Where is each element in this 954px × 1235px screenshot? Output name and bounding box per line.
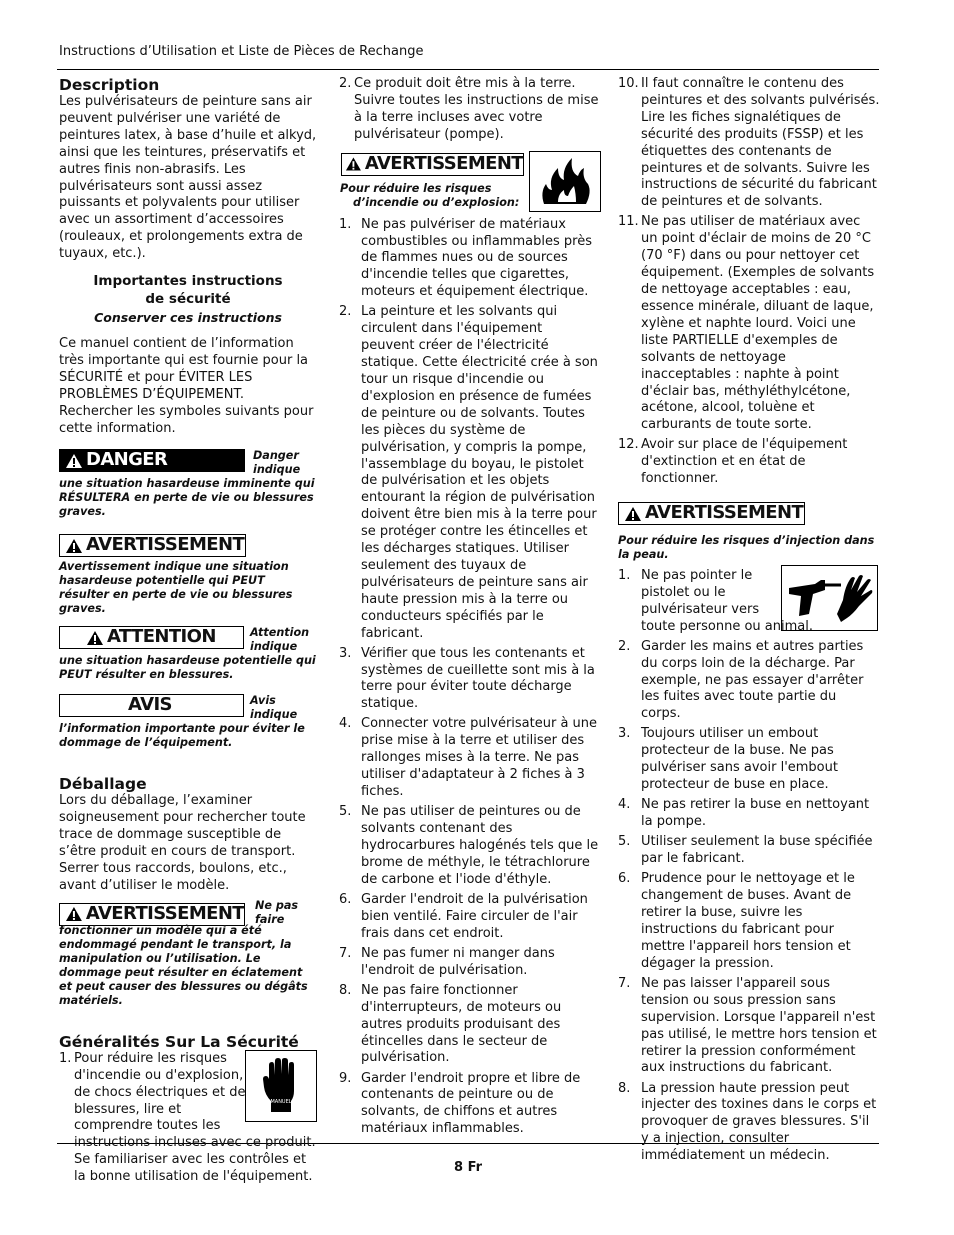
attention-text: une situation hasardeuse potentielle qui PEUT résulter en blessures. [59,654,316,682]
page-number: 8 Fr [454,1160,483,1175]
list-item: 11. Ne pas utiliser de matériaux avec un point d'éclair de moins de 20 °C (70 °F) dans ou pour nettoyer cet équipement. (Exemples de solvants de nettoyage acceptables : eau, essence minérale, diluant de laque, xylène et naphte lourd. Voici une liste PARTIELLE d'exemples de solvants de nettoyage inacceptables : naphte à point d'éclair bas, méthyléthylcétone, acétone, alcool, toluène et carburants de toute sorte. [618,214,875,433]
page-header: Instructions d’Utilisation et Liste de Pièces de Rechange [59,44,424,59]
list-item: 3. Toujours utiliser un embout protecteur de la buse. Ne pas pulvériser sans avoir l'embout protecteur de buse en place. [618,726,838,793]
manual-glove-icon-box [245,1050,317,1122]
list-item: 6. Prudence pour le nettoyage et le changement de buses. Avant de retirer la buse, suivre les instructions du fabricant pour mettre l'appareil hors tension et dégager la pression. [618,871,855,971]
list-item: 1. Ne pas pulvériser de matériaux combustibles ou inflammables près de flammes nues ou de sources d'incendie telles que cigarettes, moteurs et équipement électrique. [339,216,592,300]
list-item: 2. Garder les mains et autres parties du corps loin de la décharge. Par exemple, ne pas essayer d'arrêter les fuites avec toute partie du corps. [618,638,864,722]
spray-gun-hand-icon [785,570,875,626]
fire-icon-box [529,151,601,212]
warning-triangle-icon [65,538,83,554]
attention-block: ATTENTION Attention indique [59,626,317,654]
manual-label: MANUEL [270,1098,292,1105]
list-item: 2. La peinture et les solvants qui circulent dans l'équipement peuvent créer de l'électricité statique. Cette électricité crée à son tour un risque d'incendie ou d'explosion en présence de fumées de peinture ou de solvants. Toutes les pièces du système de pulvérisation, y compris la pompe, l'assemblage du boyau, le pistolet de pulvérisation et les objets entourant la région de pulvérisation doivent être bien mis à la terre pour se protéger contre les étincelles et les décharges statiques. Utiliser seulement des tuyaux de pulvérisateurs de peinture sans air haute pression mis à la terre ou conducteurs spécifiés par le fabricant. [339,304,598,641]
warning-triangle-icon [624,506,642,522]
danger-text: une situation hasardeuse imminente qui RÉSULTERA en perte de vie ou blessures graves. [59,477,315,519]
description-text: Les pulvérisateurs de peinture sans air peuvent pulvériser une variété de peintures latex, à base d’huile et alkyd, ainsi que les teintures, préservatifs et autres finis non-abrasifs. Les pulvérisateurs sont aussi assez puissants et polyvalents pour utiliser avec un assortiment d’accessoires (rouleaux, et prolongements extra de tuyaux, etc.). [59,94,317,262]
glove-icon [261,1057,301,1115]
warning-signal-2: AVERTISSEMENT [59,903,245,926]
list-item: 7. Ne pas laisser l'appareil sous tension ou sous pression sans supervision. Lorsque l'appareil n'est pas utilisé, le mettre hors tension et retirer la pression conformément aux instructions du fabricant. [618,975,877,1076]
column-1 [59,76,317,1186]
list-item: 12. Avoir sur place de l'équipement d'extinction et en état de fonctionner. [618,437,848,487]
danger-block: DANGER Danger indique [59,449,317,477]
warning-text-2: fonctionner un modèle qui a été endommagé pendant le transport, la manipulation ou l’utilisation. Le dommage peut résulter en éclatement et peut causer des blessures ou dégâts matériels. [59,923,308,1007]
manual-text: Ce manuel contient de l’information très importante qui est fournie pour la SÉCURITÉ et pour ÉVITER LES PROBLÈMES D’ÉQUIPEMENT. Rechercher les symboles suivants pour cette information. [59,335,314,436]
list-item: 3. Vérifier que tous les contenants et systèmes de cueillette sont mis à la terre pour éviter toute décharge statique. [339,645,595,712]
warning-triangle-icon [65,906,83,922]
general-list-cont [618,76,880,488]
avis-signal: AVIS [59,694,244,717]
injection-item-1: 1. Ne pas pointer le pistolet ou le pulvérisateur vers toute personne ou animal. [618,568,880,636]
list-item: 5. Ne pas utiliser de peintures ou de solvants contenant des hydrocarbures halogénés tels que le brome de méthyle, le tétrachlorure de carbone et l'iode d'éthyle. [339,804,599,887]
column-2 [339,76,599,1141]
fire-icon [536,156,594,206]
list-item: 6. Garder l'endroit de la pulvérisation bien ventilé. Faire circuler de l'air frais dans cet endroit. [339,891,588,941]
avis-block: AVIS Avis indique [59,694,317,722]
warning-triangle-icon [86,630,104,646]
general-item-1: MANUEL 1. Pour réduire les risques d'incendie ou d'explosion, de chocs électriques et de blessures, lire et comprendre toutes les instructions incluses avec ce produit. Se familiariser avec les contrôles et la bonne utilisation de l'équipement. [59,1050,316,1185]
list-item: 5. Utiliser seulement la buse spécifiée par le fabricant. [618,834,873,867]
fire-warning-block [339,152,599,212]
keep-instructions: Conserver ces instructions [94,310,282,326]
unpack-title: Déballage [59,775,147,794]
warning-block-2: AVERTISSEMENT Ne pas faire [59,903,317,927]
injection-warning-signal: AVERTISSEMENT [618,502,805,525]
list-item: 9. Garder l'endroit propre et libre de contenants de peinture ou de solvants, de chiffons et autres matériaux inflammables. [339,1070,581,1137]
list-item: 7. Ne pas fumer ni manger dans l'endroit de pulvérisation. [339,945,555,978]
attention-signal: ATTENTION [59,626,244,649]
fire-warning-signal: AVERTISSEMENT [341,153,524,176]
fire-caption: Pour réduire les risques d’incendie ou d’explosion: [340,181,520,209]
list-item: 10. Il faut connaître le contenu des peintures et des solvants pulvérisés. Lire les fiches signalétiques de sécurité des produits (FSSP) et les étiquettes des contenants de peintures et de solvants. Suivre les instructions de sécurité du fabricant de peintures et de solvants. [618,76,880,210]
safety-title: Importantes instructions de sécurité [93,273,283,308]
unpack-text: Lors du déballage, l’examiner soigneusement pour rechercher toute trace de dommage susceptible de s’être produit en cours de transport. Serrer tous raccords, boulons, etc., avant d’utiliser le modèle. [59,793,306,893]
list-item: 4. Ne pas retirer la buse en nettoyant la pompe. [618,797,870,830]
column-3 [618,76,880,1168]
warning-triangle-icon [345,156,362,172]
top-rule [57,69,879,70]
description-title: Description [59,76,160,94]
list-item: 8. Ne pas faire fonctionner d'interrupteurs, de moteurs ou autres produits produisant des étincelles dans le secteur de pulvérisation. [339,982,562,1066]
injection-list [618,639,880,1165]
warning-triangle-icon [65,453,83,469]
warning-signal: AVERTISSEMENT [59,534,246,557]
general-item-2: 2. Ce produit doit être mis à la terre. Suivre toutes les instructions de mise à la terre incluses avec votre pulvérisateur (pompe). [339,76,599,142]
injection-caption: Pour réduire les risques d’injection dans la peau. [618,534,875,562]
list-item: 4. Connecter votre pulvérisateur à une prise mise à la terre et utiliser des rallonges mises à la terre. Ne pas utiliser d'adaptateur à 2 fiches à 3 fiches. [339,716,598,800]
warning-text: Avertissement indique une situation hasardeuse potentielle qui PEUT résulter en perte de vie ou blessures graves. [59,560,293,616]
danger-signal: DANGER [59,449,245,472]
general-safety-title: Généralités Sur La Sécurité [59,1032,299,1051]
list-item: 8. La pression haute pression peut injecter des toxines dans le corps et provoquer de graves blessures. S'il y a injection, consulter immédiatement un médecin. [618,1080,877,1164]
fire-list [339,217,599,1139]
avis-text: l’information importante pour éviter le dommage de l’équipement. [59,722,305,750]
injection-icon-box [781,565,878,631]
